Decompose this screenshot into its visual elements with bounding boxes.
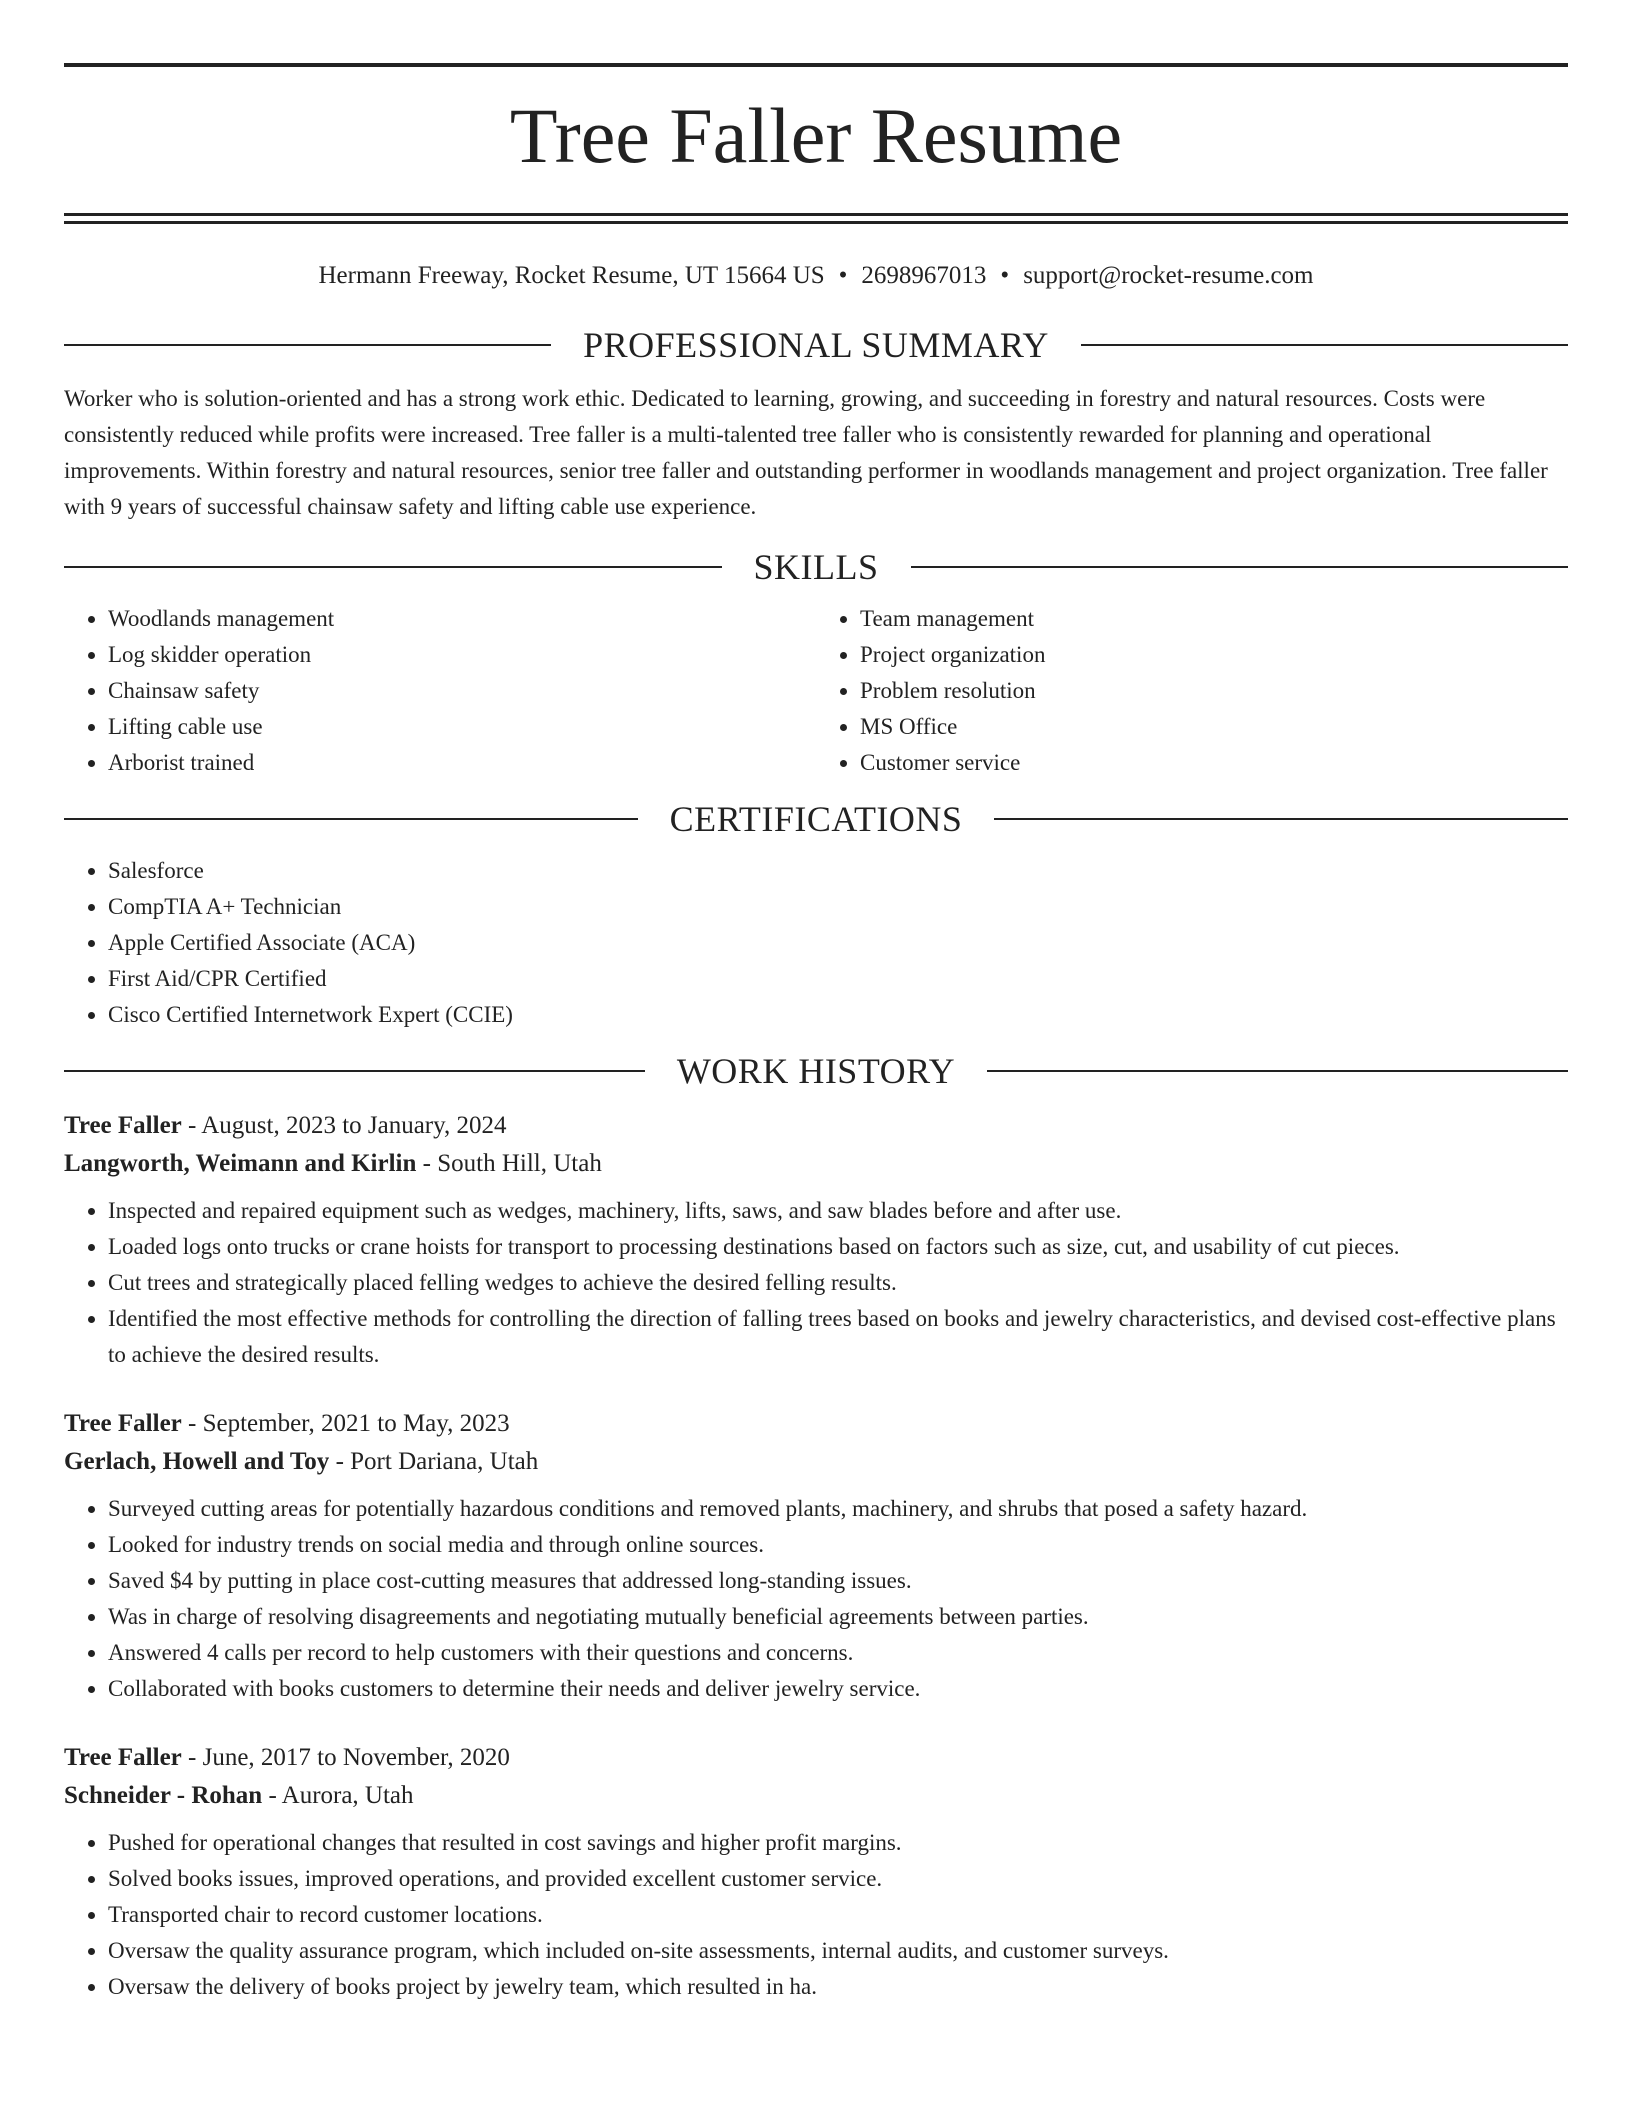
list-item: • Solved books issues, improved operations, and provided excellent customer service. [108, 1861, 1568, 1897]
list-item: • Cisco Certified Internetwork Expert (CCIE) [108, 997, 1568, 1033]
list-item: • First Aid/CPR Certified [108, 961, 1568, 997]
job-dates: - September, 2021 to May, 2023 [181, 1410, 510, 1437]
list-item: • Team management [860, 601, 1568, 637]
job-entry [64, 1739, 1568, 2005]
heading-rule-left [64, 1070, 645, 1072]
contact-email[interactable]: support@rocket-resume.com [1023, 262, 1314, 289]
job-bullets [64, 1825, 1568, 2005]
job-dates: - August, 2023 to January, 2024 [181, 1112, 507, 1139]
list-item: • Pushed for operational changes that resulted in cost savings and higher profit margins. [108, 1825, 1568, 1861]
list-item: • Was in charge of resolving disagreements and negotiating mutually beneficial agreements between parties. [108, 1599, 1568, 1635]
job-bullets [64, 1491, 1568, 1707]
list-item: • Cut trees and strategically placed felling wedges to achieve the desired felling results. [108, 1265, 1568, 1301]
list-item: • Lifting cable use [108, 709, 816, 745]
list-item: • Apple Certified Associate (ACA) [108, 925, 1568, 961]
certifications-list [64, 853, 1568, 1033]
list-item: • Customer service [860, 745, 1568, 781]
job-title: Tree Faller [64, 1410, 182, 1437]
job-entry [64, 1107, 1568, 1373]
contact-separator: • [1000, 262, 1010, 289]
job-company: Gerlach, Howell and Toy [64, 1448, 330, 1475]
job-dates: - June, 2017 to November, 2020 [181, 1744, 510, 1771]
skills-list-left [64, 601, 816, 781]
list-item: • Saved $4 by putting in place cost-cutting measures that addressed long-standing issues. [108, 1563, 1568, 1599]
job-title: Tree Faller [64, 1112, 182, 1139]
summary-text: Worker who is solution-oriented and has a strong work ethic. Dedicated to learning, growing, and succeeding in forestry and natural resources. Costs were consistently reduced while profits were increased. Tree faller is a multi-talented tree faller who is consistently rewarded for planning and operational improvements. Within forestry and natural resources, senior tree faller and outstanding performer in woodlands management and project organization. Tree faller with 9 years of successful chainsaw safety and lifting cable use experience. [64, 386, 1548, 519]
skills-list-right [816, 601, 1568, 781]
heading-rule-right [987, 1070, 1568, 1072]
list-item: • Transported chair to record customer locations. [108, 1897, 1568, 1933]
job-location: - Aurora, Utah [262, 1782, 414, 1809]
list-item: • Oversaw the delivery of books project by jewelry team, which resulted in ha. [108, 1969, 1568, 2005]
list-item: • Problem resolution [860, 673, 1568, 709]
list-item: • MS Office [860, 709, 1568, 745]
job-title-line [64, 1107, 1568, 1145]
list-item: • Inspected and repaired equipment such as wedges, machinery, lifts, saws, and saw blades before and after use. [108, 1193, 1568, 1229]
job-company: Langworth, Weimann and Kirlin [64, 1150, 417, 1177]
list-item: • Project organization [860, 637, 1568, 673]
list-item: • Woodlands management [108, 601, 816, 637]
heading-rule-right [1081, 344, 1568, 346]
job-company-line [64, 1777, 1568, 1815]
list-item: • Salesforce [108, 853, 1568, 889]
work-history-section-heading [64, 1049, 1568, 1093]
list-item: • Chainsaw safety [108, 673, 816, 709]
job-title: Tree Faller [64, 1744, 182, 1771]
list-item: • Answered 4 calls per record to help customers with their questions and concerns. [108, 1635, 1568, 1671]
resume-title: Tree Faller Resume [509, 92, 1123, 179]
job-company-line [64, 1145, 1568, 1183]
job-bullets [64, 1193, 1568, 1373]
summary-heading: PROFESSIONAL SUMMARY [583, 325, 1049, 365]
job-title-line [64, 1739, 1568, 1777]
resume-page [64, 0, 1568, 2005]
list-item: • Arborist trained [108, 745, 816, 781]
list-item: • Loaded logs onto trucks or crane hoists for transport to processing destinations based on factors such as size, cut, and usability of cut pieces. [108, 1229, 1568, 1265]
job-location: - South Hill, Utah [416, 1150, 602, 1177]
summary-section-heading [64, 323, 1568, 367]
contact-address: Hermann Freeway, Rocket Resume, UT 15664 US [318, 262, 825, 289]
contact-phone[interactable]: 2698967013 [861, 262, 987, 289]
list-item: • Oversaw the quality assurance program, which included on-site assessments, internal audits, and customer surveys. [108, 1933, 1568, 1969]
heading-rule-left [64, 818, 638, 820]
list-item: • Looked for industry trends on social media and through online sources. [108, 1527, 1568, 1563]
list-item: • Surveyed cutting areas for potentially hazardous conditions and removed plants, machinery, and shrubs that posed a safety hazard. [108, 1491, 1568, 1527]
contact-line [64, 260, 1568, 292]
job-location: - Port Dariana, Utah [329, 1448, 539, 1475]
top-rule [64, 63, 1568, 67]
work-history-heading: WORK HISTORY [676, 1051, 956, 1091]
contact-separator: • [838, 262, 848, 289]
job-company: Schneider - Rohan [64, 1782, 263, 1809]
skills-section-heading [64, 545, 1568, 589]
job-entry [64, 1405, 1568, 1707]
heading-rule-left [64, 566, 722, 568]
list-item: • Identified the most effective methods for controlling the direction of falling trees based on books and jewelry characteristics, and devised cost-effective plans to achieve the desired results. [108, 1301, 1568, 1373]
certifications-heading: CERTIFICATIONS [669, 799, 963, 839]
skills-columns [64, 601, 1568, 781]
heading-rule-right [911, 566, 1569, 568]
heading-rule-right [994, 818, 1568, 820]
certifications-section-heading [64, 797, 1568, 841]
heading-rule-left [64, 344, 551, 346]
list-item: • Collaborated with books customers to determine their needs and deliver jewelry service. [108, 1671, 1568, 1707]
job-company-line [64, 1443, 1568, 1481]
job-title-line [64, 1405, 1568, 1443]
title-double-rule [64, 213, 1568, 224]
list-item: • CompTIA A+ Technician [108, 889, 1568, 925]
list-item: • Log skidder operation [108, 637, 816, 673]
skills-heading: SKILLS [753, 547, 879, 587]
